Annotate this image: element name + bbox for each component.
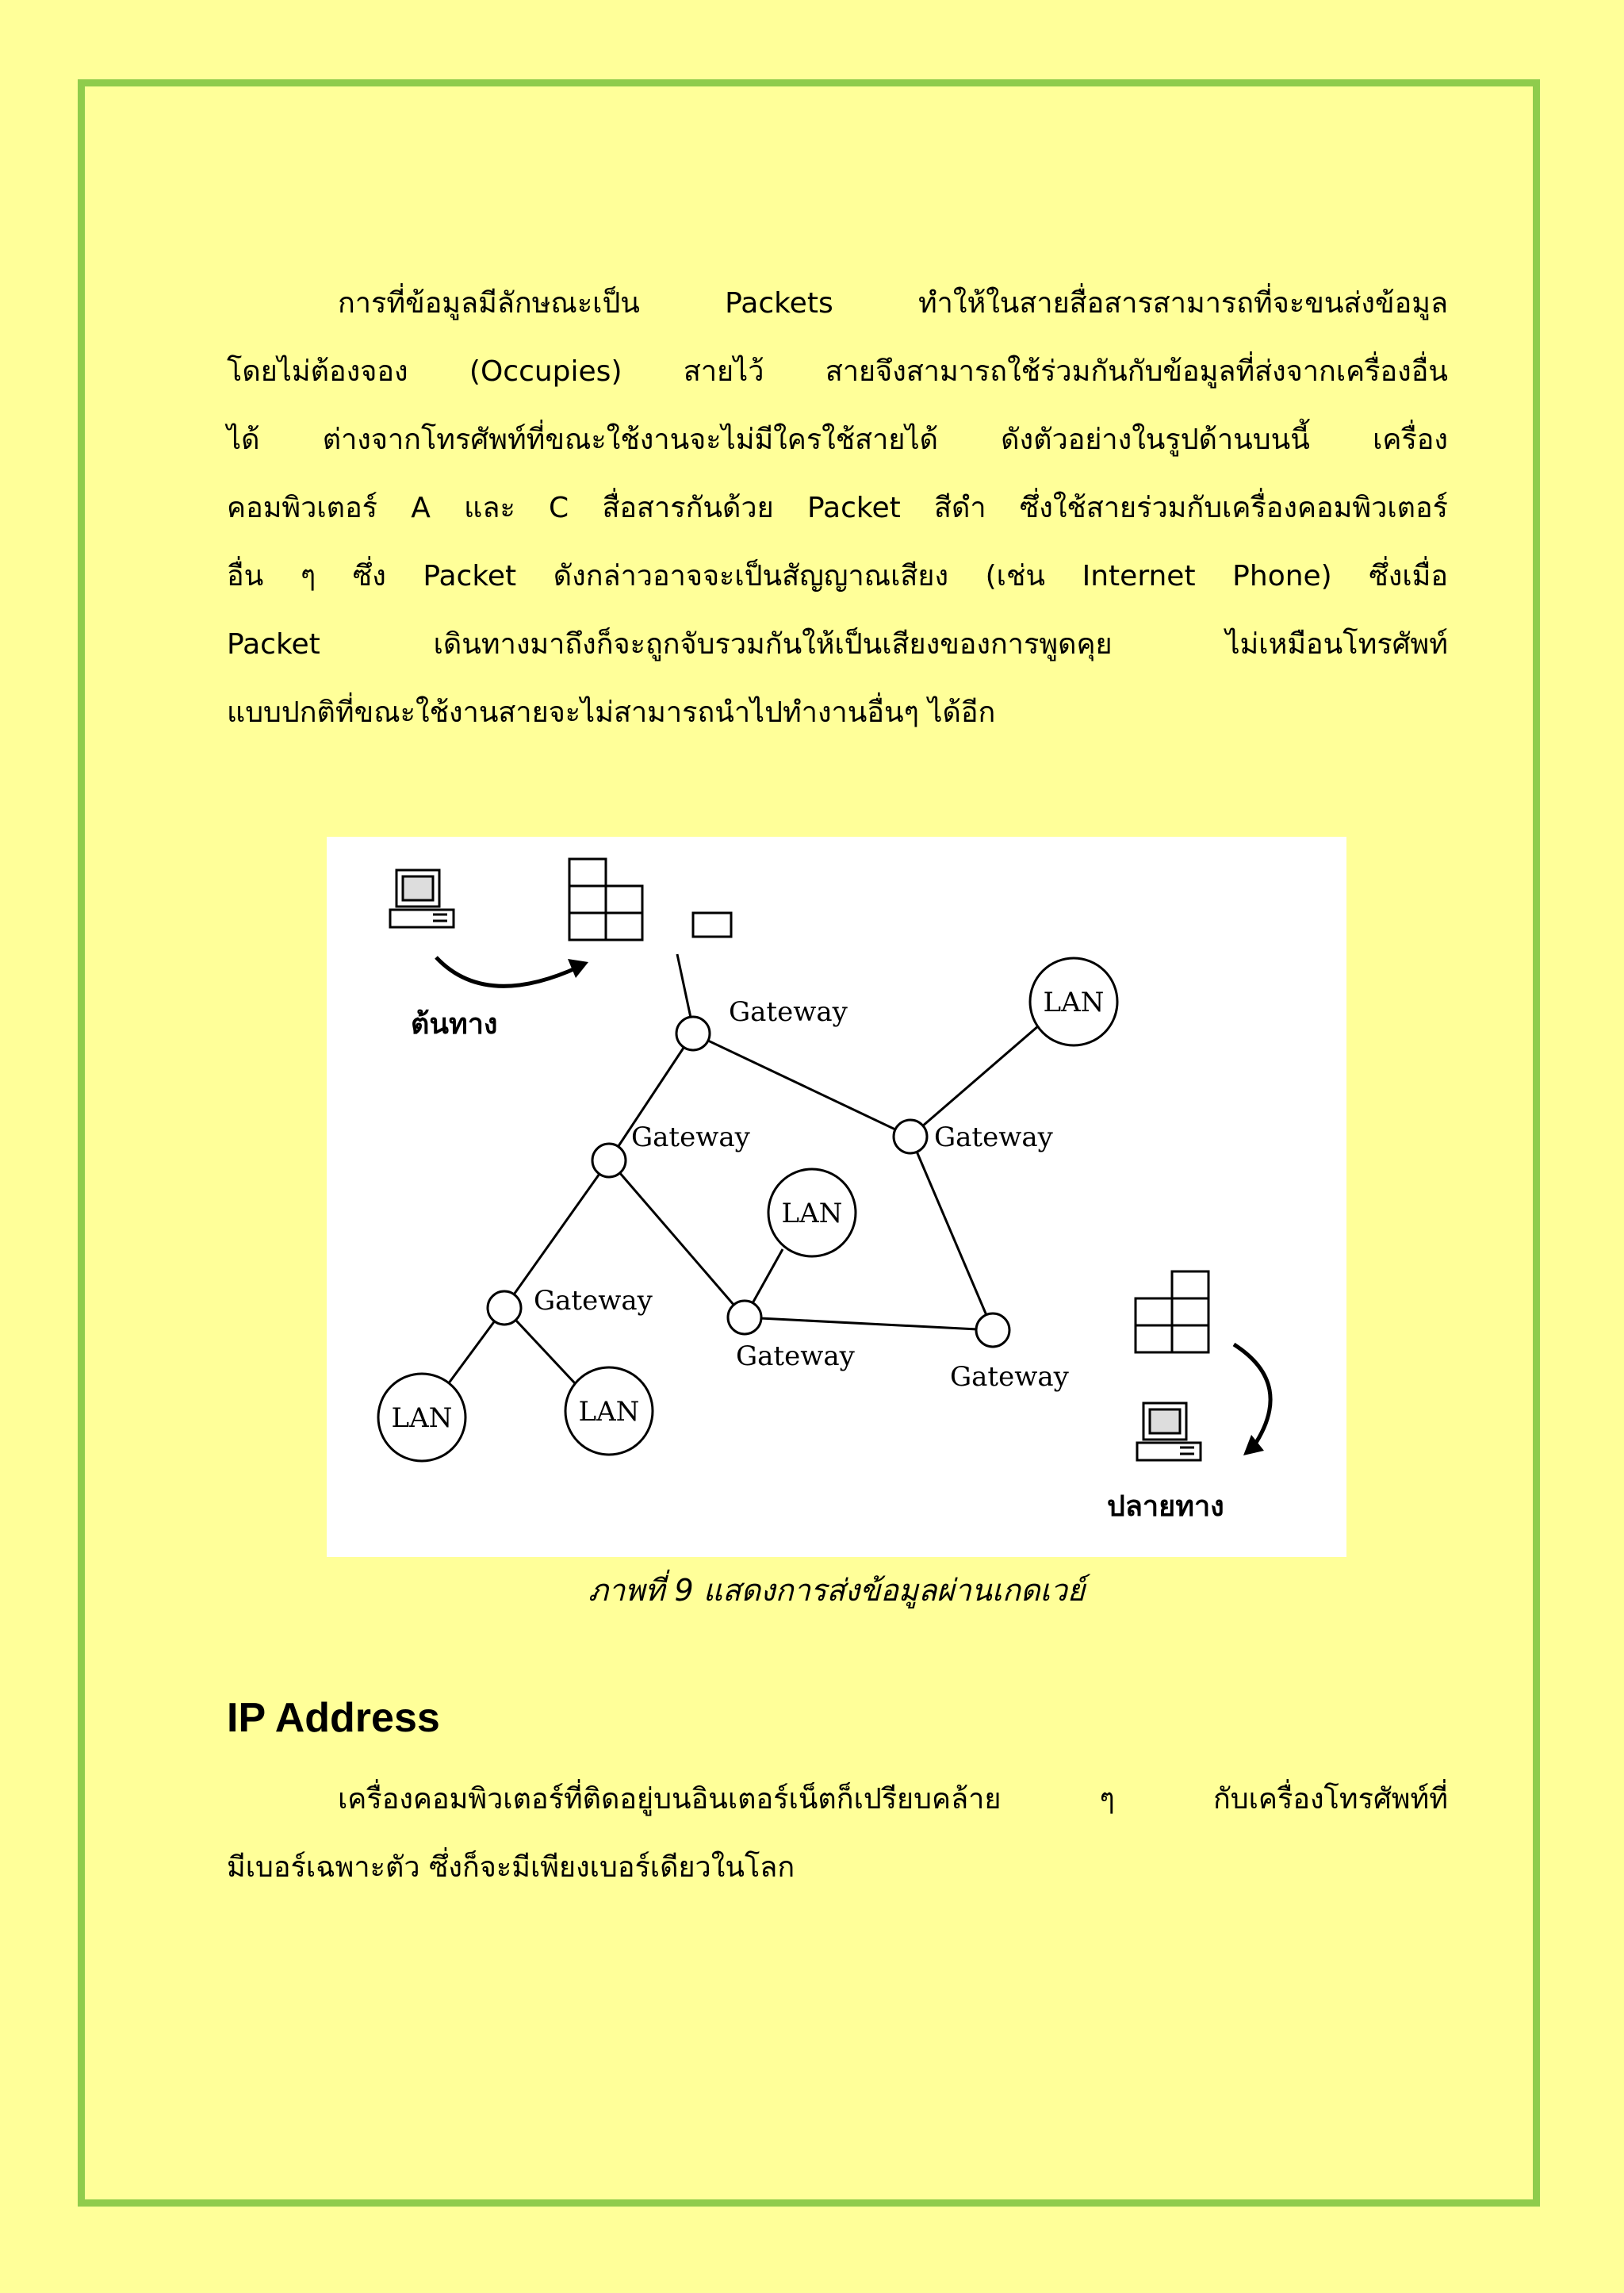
- paragraph-line: การที่ข้อมูลมีลักษณะเป็น Packets ทำให้ในสายสื่อสารสามารถที่จะขนส่งข้อมูล: [338, 287, 1448, 320]
- gateway-label: Gateway: [950, 1361, 1069, 1393]
- section-heading: IP Address: [227, 1695, 440, 1741]
- gateway-node: [592, 1144, 626, 1177]
- gateway-node: [676, 1017, 710, 1050]
- paragraph-line: คอมพิวเตอร์ A และ C สื่อสารกันด้วย Packet สีดำ ซึ่งใช้สายร่วมกับเครื่องคอมพิวเตอร์: [227, 492, 1448, 524]
- gateway-network-diagram: [327, 837, 1346, 1557]
- gateway-label: Gateway: [934, 1122, 1053, 1153]
- gateway-label: Gateway: [729, 996, 848, 1028]
- lan-label: LAN: [578, 1396, 640, 1428]
- gateway-node: [894, 1120, 927, 1153]
- destination-label: ปลายทาง: [1107, 1490, 1224, 1523]
- figure-caption: ภาพที่ 9 แสดงการส่งข้อมูลผ่านเกดเวย์: [588, 1573, 1086, 1608]
- source-arrow-icon: [436, 957, 579, 986]
- paragraph-line: เครื่องคอมพิวเตอร์ที่ติดอยู่บนอินเตอร์เน็ตก็เปรียบคล้าย ๆ กับเครื่องโทรศัพท์ที่: [338, 1783, 1448, 1816]
- lan-label: LAN: [391, 1402, 453, 1434]
- destination-arrow-icon: [1234, 1344, 1270, 1448]
- paragraph-line: แบบปกติที่ขณะใช้งานสายจะไม่สามารถนำไปทำงานอื่นๆ ได้อีก: [227, 696, 996, 729]
- lan-label: LAN: [1043, 987, 1105, 1018]
- intro-paragraph: [227, 270, 1448, 747]
- paragraph-line: Packet เดินทางมาถึงก็จะถูกจับรวมกันให้เป็นเสียงของการพูดคุย ไม่เหมือนโทรศัพท์: [227, 628, 1448, 661]
- gateway-label: Gateway: [631, 1122, 750, 1153]
- destination-computer-icon: [1137, 1403, 1201, 1460]
- gateway-node: [728, 1301, 761, 1334]
- gateway-label: Gateway: [736, 1340, 855, 1372]
- paragraph-line: โดยไม่ต้องจอง (Occupies) สายไว้ สายจึงสามารถใช้ร่วมกันกับข้อมูลที่ส่งจากเครื่องอื่น: [227, 355, 1448, 388]
- network-diagram-svg: [327, 837, 1346, 1557]
- gateway-node: [976, 1313, 1009, 1347]
- paragraph-line: มีเบอร์เฉพาะตัว ซึ่งก็จะมีเพียงเบอร์เดียวในโลก: [227, 1851, 795, 1884]
- gateway-label: Gateway: [534, 1285, 653, 1317]
- paragraph-line: ได้ ต่างจากโทรศัพท์ที่ขณะใช้งานจะไม่มีใครใช้สายได้ ดังตัวอย่างในรูปด้านบนนี้ เครื่อง: [227, 424, 1448, 456]
- source-label: ต้นทาง: [411, 1008, 498, 1041]
- destination-packets-icon: [1136, 1271, 1208, 1352]
- source-packets-icon: [569, 859, 731, 940]
- gateway-node: [488, 1291, 521, 1325]
- source-computer-icon: [390, 870, 454, 927]
- ip-address-paragraph: [227, 1766, 1448, 1902]
- lan-label: LAN: [781, 1198, 843, 1229]
- paragraph-line: อื่น ๆ ซึ่ง Packet ดังกล่าวอาจจะเป็นสัญญาณเสียง (เช่น Internet Phone) ซึ่งเมื่อ: [227, 560, 1448, 592]
